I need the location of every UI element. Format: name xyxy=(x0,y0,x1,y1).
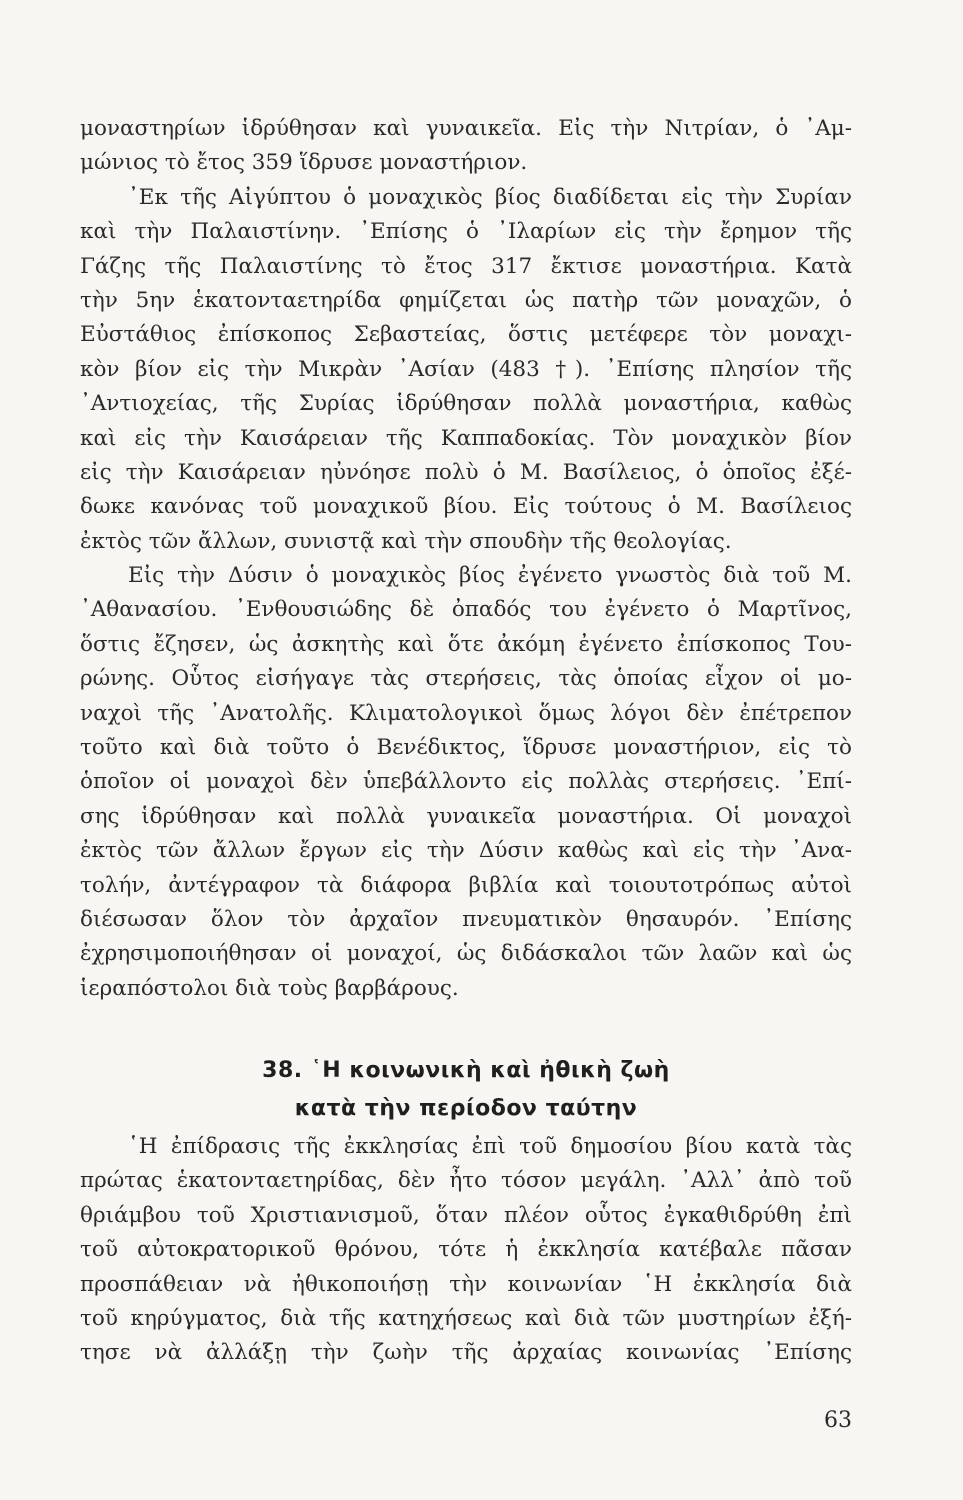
text-line: μοναστηρίων ἱδρύθησαν καὶ γυναικεῖα. Εἰς τὴν Νιτρίαν, ὁ ᾿Αμ- xyxy=(80,116,852,141)
text-line: καὶ τὴν Παλαιστίνην. ᾿Επίσης ὁ ᾿Ιλαρίων εἰς τὴν ἔρημον τῆς xyxy=(80,219,852,245)
text-line: καὶ εἰς τὴν Καισάρειαν τῆς Καππαδοκίας. Τὸν μοναχικὸν βίον xyxy=(80,425,852,451)
text-line: τησε νὰ ἀλλάξῃ τὴν ζωὴν τῆς ἀρχαίας κοινωνίας ᾿Επίσης xyxy=(80,1340,852,1366)
page-number: 63 xyxy=(824,1408,852,1433)
text-line: τοῦ αὐτοκρατορικοῦ θρόνου, τότε ἡ ἐκκλησία κατέβαλε πᾶσαν xyxy=(80,1237,852,1263)
text-line: ρώνης. Οὗτος εἰσήγαγε τὰς στερήσεις, τὰς ὁποίας εἶχον οἱ μο- xyxy=(80,666,852,692)
text-line: μώνιος τὸ ἔτος 359 ἵδρυσε μοναστήριον. xyxy=(80,150,528,176)
text-line: σης ἱδρύθησαν καὶ πολλὰ γυναικεῖα μοναστήρια. Οἱ μοναχοὶ xyxy=(80,803,852,829)
text-line: δωκε κανόνας τοῦ μοναχικοῦ βίου. Εἰς τούτους ὁ Μ. Βασίλειος xyxy=(80,494,852,520)
text-line: τολήν, ἀντέγραφον τὰ διάφορα βιβλία καὶ τοιουτοτρόπως αὐτοὶ xyxy=(80,872,852,898)
text-line: ναχοὶ τῆς ᾿Ανατολῆς. Κλιματολογικοὶ ὅμως λόγοι δὲν ἐπέτρεπον xyxy=(80,700,852,726)
text-line: τοῦτο καὶ διὰ τοῦτο ὁ Βενέδικτος, ἵδρυσε μοναστήριον, εἰς τὸ xyxy=(80,735,852,761)
text-line: ἐχρησιμοποιήθησαν οἱ μοναχοί, ὡς διδάσκαλοι τῶν λαῶν καὶ ὡς xyxy=(80,941,852,967)
section-text xyxy=(80,1130,852,1371)
section-subtitle: κατὰ τὴν περίοδον ταύτην xyxy=(294,1096,638,1121)
text-line: Εὐστάθιος ἐπίσκοπος Σεβαστείας, ὅστις μετέφερε τὸν μοναχι- xyxy=(80,322,852,348)
text-line: ἱεραπόστολοι διὰ τοὺς βαρβάρους. xyxy=(80,975,459,1001)
text-line: ἐκτὸς τῶν ἄλλων ἔργων εἰς τὴν Δύσιν καθὼς καὶ εἰς τὴν ᾿Ανα- xyxy=(80,838,852,864)
text-line: προσπάθειαν νὰ ἠθικοποιήσῃ τὴν κοινωνίαν ῾Η ἐκκλησία διὰ xyxy=(80,1271,852,1297)
text-line: κὸν βίον εἰς τὴν Μικρὰν ᾿Ασίαν (483 †). ᾿Επίσης πλησίον τῆς xyxy=(80,356,852,382)
text-line: τὴν 5ην ἑκατονταετηρίδα φημίζεται ὡς πατὴρ τῶν μοναχῶν, ὁ xyxy=(80,287,852,313)
text-line: ὁποῖον οἱ μοναχοὶ δὲν ὑπεβάλλοντο εἰς πολλὰς στερήσεις. ᾿Επί- xyxy=(80,769,852,795)
text-line: ᾿Εκ τῆς Αἰγύπτου ὁ μοναχικὸς βίος διαδίδεται εἰς τὴν Συρίαν xyxy=(128,184,852,210)
body-text xyxy=(80,112,852,1006)
text-line: ᾿Αντιοχείας, τῆς Συρίας ἱδρύθησαν πολλὰ μοναστήρια, καθὼς xyxy=(80,391,852,417)
text-line: πρώτας ἑκατονταετηρίδας, δὲν ἦτο τόσον μεγάλη. ᾿Αλλ᾿ ἀπὸ τοῦ xyxy=(80,1168,852,1194)
text-line: ῾Η ἐπίδρασις τῆς ἐκκλησίας ἐπὶ τοῦ δημοσίου βίου κατὰ τὰς xyxy=(128,1134,852,1159)
text-line: ὅστις ἔζησεν, ὡς ἀσκητὴς καὶ ὅτε ἀκόμη ἐγένετο ἐπίσκοπος Του- xyxy=(80,631,852,657)
text-line: Γάζης τῆς Παλαιστίνης τὸ ἔτος 317 ἔκτισε μοναστήρια. Κατὰ xyxy=(80,253,852,279)
text-line: τοῦ κηρύγματος, διὰ τῆς κατηχήσεως καὶ διὰ τῶν μυστηρίων ἐξή- xyxy=(80,1305,852,1331)
section-title: 38. ῾Η κοινωνικὴ καὶ ἠθικὴ ζωὴ xyxy=(262,1058,670,1083)
text-line: ᾿Αθανασίου. ᾿Ενθουσιώδης δὲ ὀπαδός του ἐγένετο ὁ Μαρτῖνος, xyxy=(80,597,852,623)
text-line: εἰς τὴν Καισάρειαν ηὐνόησε πολὺ ὁ Μ. Βασίλειος, ὁ ὁποῖος ἐξέ- xyxy=(80,459,852,485)
text-line: Εἰς τὴν Δύσιν ὁ μοναχικὸς βίος ἐγένετο γνωστὸς διὰ τοῦ Μ. xyxy=(128,563,852,589)
section-heading xyxy=(80,1052,852,1128)
text-line: θριάμβου τοῦ Χριστιανισμοῦ, ὅταν πλέον οὗτος ἐγκαθιδρύθη ἐπὶ xyxy=(80,1202,852,1228)
text-line: ἐκτὸς τῶν ἄλλων, συνιστᾷ καὶ τὴν σπουδὴν τῆς θεολογίας. xyxy=(80,528,732,554)
text-line: διέσωσαν ὅλον τὸν ἀρχαῖον πνευματικὸν θησαυρόν. ᾿Επίσης xyxy=(80,906,852,932)
